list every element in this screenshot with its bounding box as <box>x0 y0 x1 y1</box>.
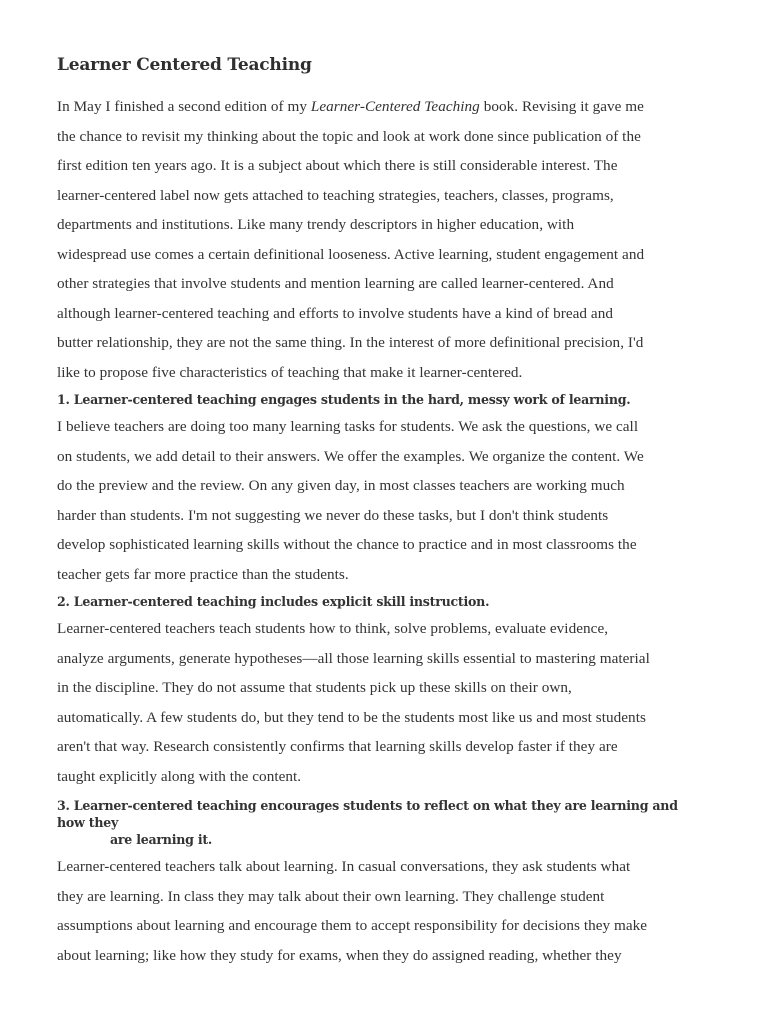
intro-line-4: learner-centered label now gets attached to teaching strategies, teachers, classes, programs, <box>57 186 614 204</box>
section-2-line-2: analyze arguments, generate hypotheses—all those learning skills essential to mastering material <box>57 649 650 667</box>
section-3-paragraph <box>57 852 707 970</box>
section-2-line-5: aren't that way. Research consistently confirms that learning skills develop faster if they are <box>57 738 618 755</box>
intro-line-1-pre: In May I finished a second edition of my <box>57 98 311 115</box>
intro-line-7: other strategies that involve students and mention learning are called learner-centered. And <box>57 275 614 292</box>
intro-line-8: although learner-centered teaching and efforts to involve students have a kind of bread and <box>57 304 613 322</box>
section-2-line-1: Learner-centered teachers teach students how to think, solve problems, evaluate evidence, <box>57 620 609 637</box>
intro-line-2: the chance to revisit my thinking about the topic and look at work done since publication of the <box>57 127 641 145</box>
section-1-line-2: on students, we add detail to their answers. We offer the examples. We organize the content. We <box>57 447 644 465</box>
section-1-line-4: harder than students. I'm not suggesting we never do these tasks, but I don't think students <box>57 506 609 524</box>
intro-line-1-post: book. Revising it gave me <box>479 98 644 115</box>
document-page <box>57 52 707 970</box>
intro-line-1 <box>57 92 707 122</box>
section-2-paragraph <box>57 614 707 791</box>
intro-line-6: widespread use comes a certain definitional looseness. Active learning, student engagement and <box>57 245 645 263</box>
section-3-line-3: assumptions about learning and encourage them to accept responsibility for decisions they make <box>57 917 648 934</box>
section-2-line-4: automatically. A few students do, but they tend to be the students most like us and most students <box>57 708 646 726</box>
intro-paragraph <box>57 92 707 387</box>
section-2-line-3: in the discipline. They do not assume that students pick up these skills on their own, <box>57 679 572 696</box>
section-3-heading <box>57 791 707 852</box>
section-3-line-4: about learning; like how they study for exams, when they do assigned reading, whether they <box>57 946 622 964</box>
section-1-line-6: teacher gets far more practice than the students. <box>57 565 349 583</box>
section-1-line-1: I believe teachers are doing too many learning tasks for students. We ask the questions, we call <box>57 418 639 435</box>
section-3-heading-text: 3. Learner-centered teaching encourages students to reflect on what they are learning and how they <box>57 798 678 830</box>
section-3-line-2: they are learning. In class they may talk about their own learning. They challenge student <box>57 887 605 905</box>
intro-line-3: first edition ten years ago. It is a subject about which there is still considerable interest. The <box>57 157 618 174</box>
page-title: Learner Centered Teaching <box>57 55 312 75</box>
section-1-paragraph <box>57 412 707 589</box>
intro-line-10: like to propose five characteristics of teaching that make it learner-centered. <box>57 363 523 381</box>
section-2-heading-text: 2. Learner-centered teaching includes explicit skill instruction. <box>57 594 490 609</box>
section-2-line-6: taught explicitly along with the content. <box>57 767 302 785</box>
intro-line-9: butter relationship, they are not the same thing. In the interest of more definitional precision, I'd <box>57 334 644 351</box>
section-1-heading-text: 1. Learner-centered teaching engages students in the hard, messy work of learning. <box>57 392 631 407</box>
section-2-heading <box>57 589 707 614</box>
section-3-line-1: Learner-centered teachers talk about learning. In casual conversations, they ask students what <box>57 858 631 875</box>
section-1-line-3: do the preview and the review. On any given day, in most classes teachers are working much <box>57 477 625 494</box>
book-title: Learner-Centered Teaching <box>310 98 480 115</box>
intro-line-5: departments and institutions. Like many trendy descriptors in higher education, with <box>57 216 575 233</box>
section-1-heading <box>57 387 707 412</box>
section-3-heading-continuation: are learning it. <box>110 832 213 847</box>
section-1-line-5: develop sophisticated learning skills without the chance to practice and in most classrooms the <box>57 536 637 553</box>
